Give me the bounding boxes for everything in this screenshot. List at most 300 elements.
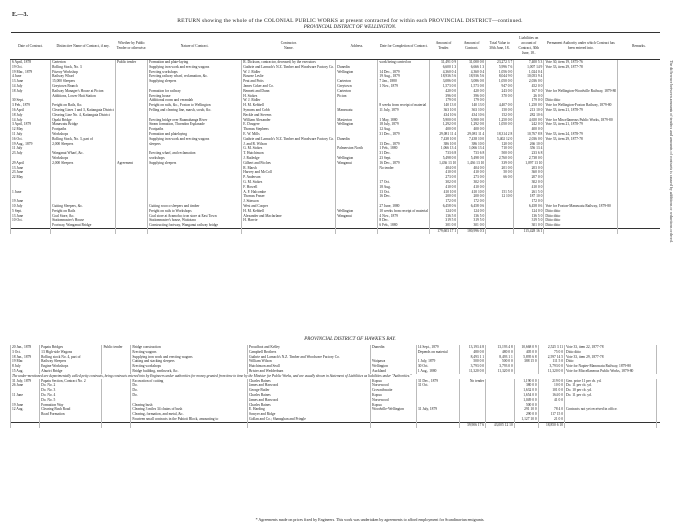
cell-distinctive: 13 High-side Wagons <box>40 350 102 355</box>
cell-nature: Formation and plate-laying <box>148 60 242 65</box>
cell-contractor: Bennett and Dunn <box>242 89 336 94</box>
cell-date: 4 June <box>11 74 51 79</box>
cell-date: 11 June <box>11 393 40 398</box>
cell-distinctive: Freight on Rails, &c. <box>51 103 116 108</box>
cell-liabilities: 7,400 5 3 <box>514 60 544 65</box>
cell-total: 5,402 12 0 <box>486 137 514 142</box>
cell-liabilities: 203 0 0 <box>514 166 544 171</box>
district-heading-wellington: PROVINCIAL DISTRICT OF WELLINGTON. <box>303 25 397 30</box>
cell-contract: 363 10 0 <box>458 108 486 113</box>
col-liabilities: Liabilities on account of Contract, 30th June, 18.. <box>514 33 544 60</box>
cell-nature: Bridge construction <box>131 345 248 350</box>
cell-total: 1,050 0 0 <box>486 79 514 84</box>
cell-address: Wellington <box>336 156 378 161</box>
cell-whether: Agreement <box>116 161 148 166</box>
cell-distinctive: Manawatu Bridge <box>51 122 116 127</box>
cell-total: 1,654 0 0 <box>514 393 538 398</box>
cell-distinctive: Rolling Stock, No. 3, part of <box>51 137 116 142</box>
cell-contract: 11,320 0 0 <box>486 369 515 374</box>
cell-tender: 3,086 0 0 <box>430 79 458 84</box>
cell-completion: 8 Dec. <box>378 218 430 223</box>
cell-total: 500 0 0 <box>486 151 514 156</box>
cell-total: 12 10 0 <box>486 194 514 199</box>
cell-address: Wellington <box>336 209 378 214</box>
cell-contract: 410 0 0 <box>458 185 486 190</box>
cell-distinctive <box>51 228 116 233</box>
cell-completion: 31 July, 1879 <box>416 407 459 412</box>
cell-completion: Depends on material <box>416 350 459 355</box>
col-contractor-address: Address. <box>336 33 378 60</box>
cell-total: 380 0 0 <box>514 383 538 388</box>
cell-tender: 396 0 0 <box>430 94 458 99</box>
cell-liabilities: 117 15 0 <box>538 412 564 417</box>
cell-total: 66 0 0 <box>486 175 514 180</box>
col-remarks: Remarks. <box>618 33 660 60</box>
cell-distinctive: Papatu Section, Contract No. 2 <box>40 379 102 384</box>
cell-date: 3 April, 1879 <box>11 122 51 127</box>
cell-nature: Cutting and stacking sleepers <box>131 359 248 364</box>
cell-total: 151 5 0 <box>486 190 514 195</box>
cell-contract: 5,498 0 0 <box>458 156 486 161</box>
cell-total: 339 0 0 <box>486 161 514 166</box>
cell-contract: 136 5 0 <box>458 214 486 219</box>
cell-tender: 400 0 0 <box>430 127 458 132</box>
cell-tender: 31,491 0 9 <box>430 60 458 65</box>
cell-distinctive: Rolling Stock, No. 3 <box>51 65 116 70</box>
cell-contractor: Charles Baines <box>247 379 370 384</box>
cell-contractor: T. Hutchinson <box>242 151 336 156</box>
cell-date: 13 June <box>11 79 51 84</box>
cell-liabilities: 26 0 0 <box>514 94 544 99</box>
cell-liabilities: 172 0 0 <box>514 199 544 204</box>
cell-liabilities: 319 5 0 <box>514 218 544 223</box>
cell-tender: No tender <box>459 379 485 384</box>
cell-nature: Supplying sleepers <box>148 79 242 84</box>
cell-total: 500 0 0 <box>514 403 538 408</box>
cell-liabilities: 10,767 8 8 <box>514 132 544 137</box>
cell-contract: 500 0 0 <box>486 359 515 364</box>
totals-row <box>11 228 661 233</box>
cell-tender: 733 6 8 <box>430 151 458 156</box>
cell-contract: 124 0 0 <box>458 209 486 214</box>
cell-contract: 29,081 11 4 <box>458 132 486 137</box>
cell-total: 1,056 0 0 <box>486 70 514 75</box>
cell-liabilities: 2,525 3 11 <box>538 345 564 350</box>
cell-liabilities: 101 0 0 <box>538 388 564 393</box>
cell-total <box>486 228 514 233</box>
wellington-contracts-table <box>10 32 660 234</box>
cell-total: 23,272 3 7 <box>486 60 514 65</box>
hawkes-bay-contracts-table <box>10 345 660 428</box>
cell-authority: Ditto ditto <box>544 209 618 214</box>
cell-address <box>371 422 417 427</box>
cell-contract: 1,292 0 0 <box>458 122 486 127</box>
cell-liabilities: 400 0 0 <box>514 127 544 132</box>
totals-row <box>11 422 661 427</box>
cell-whether <box>116 228 148 233</box>
cell-contractor: Proudfoot and Kelley <box>247 345 370 350</box>
cell-liabilities: 261 5 0 <box>514 190 544 195</box>
cell-distinctive: Cutting Sleepers, &c. <box>51 204 116 209</box>
cell-nature: Supplying iron work and erecting wagons <box>148 137 242 142</box>
cell-total: 290 0 0 <box>514 412 538 417</box>
cell-liabilities: 233 6 8 <box>514 151 544 156</box>
cell-address: Carterton <box>336 89 378 94</box>
cell-date: 19 Oct. <box>11 65 51 70</box>
cell-tender: 136 5 0 <box>430 214 458 219</box>
cell-contractor: F. Howell <box>242 185 336 190</box>
cell-distinctive: 2,000 Sleepers <box>51 161 116 166</box>
cell-address: Dunedin <box>371 345 417 350</box>
cell-contract: 6,458 0 6 <box>458 204 486 209</box>
cell-total: 1,250 0 0 <box>486 118 514 123</box>
cell-date: 31 July, 1879 <box>11 379 40 384</box>
cell-authority: Vote 33, item 21, 1878-79 <box>544 108 618 113</box>
cell-nature: Freight on rails, &c., Foxton to Wellington <box>148 103 242 108</box>
cell-contractor: J. and R. Wilson <box>242 142 336 147</box>
cell-date: 5 Sept. <box>11 209 51 214</box>
hawkes-bay-table-body <box>11 345 661 428</box>
col-nature: Nature of Contract. <box>148 33 242 60</box>
cell-contract: 434 10 6 <box>458 113 486 118</box>
cell-contractor: Guthrie and Larnach's N.Z. Timber and Woodware Factory Co. <box>243 64 335 69</box>
cell-tender: 11,320 0 0 <box>459 369 485 374</box>
cell-distinctive: Road Formation <box>40 412 102 417</box>
cell-contract: 1,436 13 10 <box>458 161 486 166</box>
cell-contractor: G. M. Stokes <box>242 146 336 151</box>
cell-completion: 7 Jan., 1880 <box>378 79 430 84</box>
cell-contractor: West and Cooper <box>242 204 336 209</box>
cell-address: Kopua <box>371 403 417 408</box>
petty-contracts-note: The under-mentioned are departmentally called petty contracts, being contracts entered into by Engineers under authorities for money granted from time to time by the Minister for Public Works, and are usually shown in Statement of Liabilities as liabilities under "Authorities." <box>11 374 661 379</box>
cell-tender: 8,493 1 1 <box>459 355 485 360</box>
cell-date: 10 Oct. <box>11 218 51 223</box>
cell-authority: Vote 33, item 24, 1878-79 <box>544 132 618 137</box>
cell-date: 16 April <box>11 108 51 113</box>
cell-contractor: Hutchinson and Seall <box>247 364 370 369</box>
cell-date: 19 Aug., 1879 <box>11 142 51 147</box>
cell-contract: 31,000 0 0 <box>458 60 486 65</box>
cell-liabilities: 164 0 0 <box>538 393 564 398</box>
cell-total <box>514 422 538 427</box>
cell-completion: 1 Feb., 1880 <box>378 146 430 151</box>
cell-liabilities: 1,250 0 0 <box>514 103 544 108</box>
cell-date: 18 Jan., 1879 <box>11 355 40 360</box>
cell-distinctive: Opaki Bridge <box>51 118 116 123</box>
cell-tender: 124 0 0 <box>430 209 458 214</box>
cell-contractor: James and Harwood <box>247 398 370 403</box>
cell-completion: 31 Oct. <box>416 383 459 388</box>
cell-contractor: Peat and Potts <box>242 79 336 84</box>
cell-tender: 434 10 6 <box>430 113 458 118</box>
cell-nature: Freight on rails to Workshops <box>148 209 242 214</box>
col-distinctive: Distinctive Name of Contract, if any. <box>51 33 116 60</box>
cell-contractor: Alexander and Macfarlane <box>242 214 336 219</box>
cell-contract: 404 0 0 <box>458 166 486 171</box>
cell-authority: Vote for Miscellaneous Public Works, 1879-80 <box>544 118 618 123</box>
cell-liabilities: 2,036 0 0 <box>514 79 544 84</box>
cell-authority: Ditto ditto <box>544 218 618 223</box>
cell-distinctive: Clearing Lines 1 and 3, Kaitangata District <box>52 107 114 112</box>
cell-liabilities: 78 4 0 <box>538 407 564 412</box>
cell-authority: Vote 33, item 29, 1877-78 <box>565 355 657 360</box>
cell-total: 370 0 0 <box>486 94 514 99</box>
cell-distinctive: Do. No. 5 <box>40 398 102 403</box>
cell-liabilities: 213 10 0 <box>514 108 544 113</box>
cell-liabilities: 301 0 0 <box>514 223 544 228</box>
cell-date: 3 Feb., 1879 <box>11 103 51 108</box>
cell-completion: 13 Oct. <box>378 190 430 195</box>
cell-total: 1,632 0 0 <box>514 388 538 393</box>
cell-total: 50 0 0 <box>486 170 514 175</box>
cell-liabilities: 1,007 14 9 <box>514 65 544 70</box>
cell-date: 19 June <box>11 403 40 408</box>
cell-distinctive: 2,000 Sleepers <box>51 142 116 147</box>
cell-liabilities: 266 10 0 <box>514 142 544 147</box>
cell-nature: Do. <box>131 383 248 388</box>
cell-contract: 302 0 0 <box>458 180 486 185</box>
cell-address: Wellington <box>371 364 417 369</box>
col-permanent: Permanent Authority under which Contract has been entered into. <box>544 33 618 60</box>
cell-address: Masterton <box>336 118 378 123</box>
return-title: RETURN showing the whole of the COLONIAL PUBLIC WORKS at present contracted for within each PROVINCIAL DISTRICT—continued. <box>177 18 523 24</box>
cell-nature: Do. <box>131 393 248 398</box>
cell-date: 22 May <box>11 175 51 180</box>
cell-authority: Ditto ditto <box>544 223 618 228</box>
cell-tender: 319 5 0 <box>430 218 458 223</box>
cell-date: 19 Mar. <box>11 359 40 364</box>
cell-tender: 1,573 0 0 <box>430 84 458 89</box>
cell-address: Manawatu <box>336 108 378 113</box>
cell-distinctive: Coal Store, &c. <box>51 214 116 219</box>
cell-total: 243 0 0 <box>486 89 514 94</box>
cell-completion <box>378 228 430 233</box>
cell-distinctive: Railway Sleepers <box>40 359 102 364</box>
cell-contract: 396 0 0 <box>458 94 486 99</box>
cell-liabilities: 4,650 0 0 <box>514 118 544 123</box>
cell-contract: 400 0 0 <box>458 127 486 132</box>
cell-nature: Footpaths <box>148 127 242 132</box>
cell-nature: Clearing bush <box>131 403 248 408</box>
cell-contract: 8,493 1 1 <box>486 355 515 360</box>
cell-contract: 180,996 0 3 <box>458 228 486 233</box>
cell-liabilities: 115,428 16 1 <box>514 228 544 233</box>
cell-tender: 3,793 0 0 <box>459 364 485 369</box>
cell-authority: Vote 33, item 21, 1878-79 <box>544 122 618 127</box>
cell-contractor: J. Rutledge <box>242 156 336 161</box>
cell-distinctive: Do. No. 2 <box>40 383 102 388</box>
cell-date: 26 June <box>11 383 40 388</box>
cell-total: 18,314 2 8 <box>486 132 514 137</box>
cell-total: 150 0 0 <box>486 108 514 113</box>
cell-address: Woodville-Wellington <box>371 407 417 412</box>
cell-contractor: George Butler <box>247 388 370 393</box>
cell-liabilities: 187 10 0 <box>514 194 544 199</box>
cell-contract: 7,438 10 0 <box>458 137 486 142</box>
cell-completion: 1 July, 1879 <box>416 359 459 364</box>
cell-liabilities: 10,053 9 4 <box>514 74 544 79</box>
cell-contractor: E. W. Mills <box>242 132 336 137</box>
cell-nature: Felling and clearing line, marsh, scrub, &c. <box>148 108 242 113</box>
col-contractor-name: Contractor. Name. <box>242 33 336 60</box>
cell-distinctive: Railway Wharf <box>51 74 116 79</box>
cell-distinctive: Footpaths <box>51 127 116 132</box>
footnote: * Agreements made on prices fixed by Engineers. This work was undertaken by agreements to afford employment for Scandinavian emigrants. <box>255 517 485 522</box>
cell-tender: 5,498 0 0 <box>430 156 458 161</box>
cell-address: Crownthwaite <box>371 388 417 393</box>
cell-completion: 31 Dec. <box>378 151 430 156</box>
cell-tender: 410 0 0 <box>430 185 458 190</box>
cell-nature: Stationmaster's house, Waitotara <box>148 218 242 223</box>
cell-address: Waipawa <box>371 359 417 364</box>
cell-liabilities: 1,024 0 4 <box>514 70 544 75</box>
cell-authority: Ditto ditto <box>544 98 618 103</box>
cell-tender: 39,906 17 6 <box>459 422 485 427</box>
cell-completion: 12 Aug. <box>378 127 430 132</box>
cell-completion: 4 Nov., 1879 <box>378 214 430 219</box>
cell-contractor: Harvey and McColl <box>242 170 336 175</box>
cell-liabilities: 2,036 0 0 <box>514 137 544 142</box>
cell-date: 19 June <box>11 199 51 204</box>
col-completion: Date for Completion of Contract. <box>378 33 430 60</box>
cell-total: 10,668 0 9 <box>514 345 538 350</box>
cell-liabilities: 18,850 6 10 <box>538 422 564 427</box>
cell-tender: 6,458 0 6 <box>430 204 458 209</box>
col-total: Total Value to 30th June, 18.. <box>486 33 514 60</box>
cell-completion: No tender <box>378 166 430 171</box>
cell-liabilities: 410 0 0 <box>514 185 544 190</box>
cell-address: Palmerston North <box>336 146 378 151</box>
cell-completion: 14 Sept., 1879 <box>416 345 459 350</box>
cell-contractor: R. Marsh <box>242 166 336 171</box>
cell-distinctive: Footway, Wanganui Bridge <box>51 223 116 228</box>
cell-contract: 6,666 1 3 <box>458 65 486 70</box>
cell-nature: Clearing, formation, and metal, &c. <box>131 412 248 417</box>
cell-contractor: J. Stinsson <box>242 199 336 204</box>
cell-liabilities: 75 0 0 <box>538 350 564 355</box>
cell-date: 13 June <box>11 166 51 171</box>
cell-nature: Cutting rococo sleepers and timber <box>148 204 242 209</box>
cell-total: 2,760 0 0 <box>486 156 514 161</box>
cell-completion: 31 Dec., 1879 <box>416 379 459 384</box>
cell-contract: 480 0 0 <box>486 350 515 355</box>
cell-liabilities: 111 5 0 <box>538 359 564 364</box>
cell-contractor: H. M. Kebbell <box>242 103 336 108</box>
cell-contract: 4,360 0 4 <box>458 70 486 75</box>
cell-distinctive: Railway Manager's House at Picton <box>51 89 116 94</box>
cell-contractor: A. F. Halcombe <box>242 190 336 195</box>
cell-address: Wanganui <box>336 161 378 166</box>
cell-contract: 5,900 0 0 <box>458 118 486 123</box>
cell-contract: 1,066 13 4 <box>458 146 486 151</box>
cell-total: 388 15 0 <box>514 359 538 364</box>
cell-tender: 500 0 0 <box>459 359 485 364</box>
cell-nature: sleepers <box>148 142 242 147</box>
cell-nature <box>131 422 248 427</box>
cell-tender: 5,900 0 0 <box>430 118 458 123</box>
district-heading-hawkes-bay: PROVINCIAL DISTRICT OF HAWKE'S BAY. <box>304 337 396 342</box>
cell-contract: 273 0 0 <box>458 175 486 180</box>
cell-nature: workshops <box>148 156 242 161</box>
cell-tender: 1,066 13 4 <box>430 146 458 151</box>
cell-liabilities: 3,793 0 0 <box>538 364 564 369</box>
cell-authority: Do. 11 per cb. yd. <box>565 393 657 398</box>
cell-completion: 16 Dec., 1879 <box>378 161 430 166</box>
cell-tender: 386 10 0 <box>430 142 458 147</box>
cell-liabilities: 302 0 0 <box>514 180 544 185</box>
cell-liabilities: 360 0 0 <box>514 170 544 175</box>
cell-nature: Fourteen small contracts in the Puhioti Block, amounting to <box>131 417 248 422</box>
cell-distinctive: Wanganui Wharf, &c. <box>51 151 116 156</box>
cell-contract: 43,005 12 10 <box>486 422 515 427</box>
cell-total: 710 0 0 <box>486 146 514 151</box>
cell-contractor: P. Anderson <box>242 175 336 180</box>
cell-distinctive: Workshops <box>51 132 116 137</box>
cell-nature <box>148 228 242 233</box>
cell-nature: Erecting wagons <box>131 350 248 355</box>
cell-address: Dunedin <box>336 65 378 70</box>
cell-address: Auckland <box>371 369 417 374</box>
cell-contractor <box>242 228 336 233</box>
cell-date: 14 July <box>11 118 51 123</box>
cell-date: 23 July <box>11 151 51 156</box>
cell-tender: 172 0 0 <box>430 199 458 204</box>
cell-completion: 13 Dec., 1879 <box>378 142 430 147</box>
cell-nature: Steam formation, Thorndon Esplanade <box>148 122 242 127</box>
cell-contractor: E. Harding <box>247 407 370 412</box>
cell-contractor: James Coker and Co. <box>242 84 336 89</box>
cell-total: 947 0 0 <box>486 84 514 89</box>
cell-authority: Vote for Napier-Manawatu Railway, 1879-80 <box>565 364 657 369</box>
cell-distinctive: Do. No. 4 <box>40 393 102 398</box>
cell-date: 23 June <box>11 170 51 175</box>
cell-address <box>336 228 378 233</box>
cell-distinctive <box>40 422 102 427</box>
cell-liabilities: 242 0 0 <box>514 122 544 127</box>
cell-contract: 18,936 5 6 <box>458 74 486 79</box>
col-date: Date of Contract. <box>11 33 51 60</box>
cell-liabilities: 41 0 0 <box>538 398 564 403</box>
cell-tender: 140 13 0 <box>430 103 458 108</box>
cell-contractor: G. M. Stokes <box>242 180 336 185</box>
cell-liabilities: 1,097 13 10 <box>514 161 544 166</box>
cell-contractor: Campbell Brothers <box>247 350 370 355</box>
cell-distinctive: Rolling stock No. 4, part of <box>40 355 102 360</box>
cell-tender: 200 0 0 <box>430 194 458 199</box>
cell-liabilities: 10 0 0 <box>538 383 564 388</box>
cell-completion: 30 Oct. <box>416 364 459 369</box>
cell-contractor: E. Dougere <box>242 122 336 127</box>
cell-nature: Supplying iron work and erecting wagons <box>131 355 248 360</box>
cell-completion: 19 Aug., 1879 <box>378 74 430 79</box>
cell-total: 201 0 0 <box>486 166 514 171</box>
cell-contractor: H. Stokes <box>242 94 336 99</box>
cell-liabilities: 282 10 6 <box>514 113 544 118</box>
cell-liabilities: 356 13 4 <box>514 146 544 151</box>
cell-distinctive: Clearing Line No. 4, Kaitangata District <box>51 113 116 118</box>
cell-total: 1,190 0 0 <box>514 379 538 384</box>
col-contract: Amount of Contract. <box>458 33 486 60</box>
cell-contract: 140 13 0 <box>458 103 486 108</box>
cell-date: 1 June <box>11 190 51 195</box>
cell-completion: 1 May, 1880 <box>378 118 430 123</box>
cell-authority: Contracts not yet received in office. <box>565 407 657 412</box>
cell-date: 14 July <box>11 84 51 89</box>
cell-liabilities: 179 0 0 <box>514 98 544 103</box>
cell-total: 1,049 0 0 <box>514 398 538 403</box>
cell-authority: Vote 33, item 29, 1877-78 <box>544 137 618 142</box>
cell-nature: Excavation of cutting <box>131 379 248 384</box>
